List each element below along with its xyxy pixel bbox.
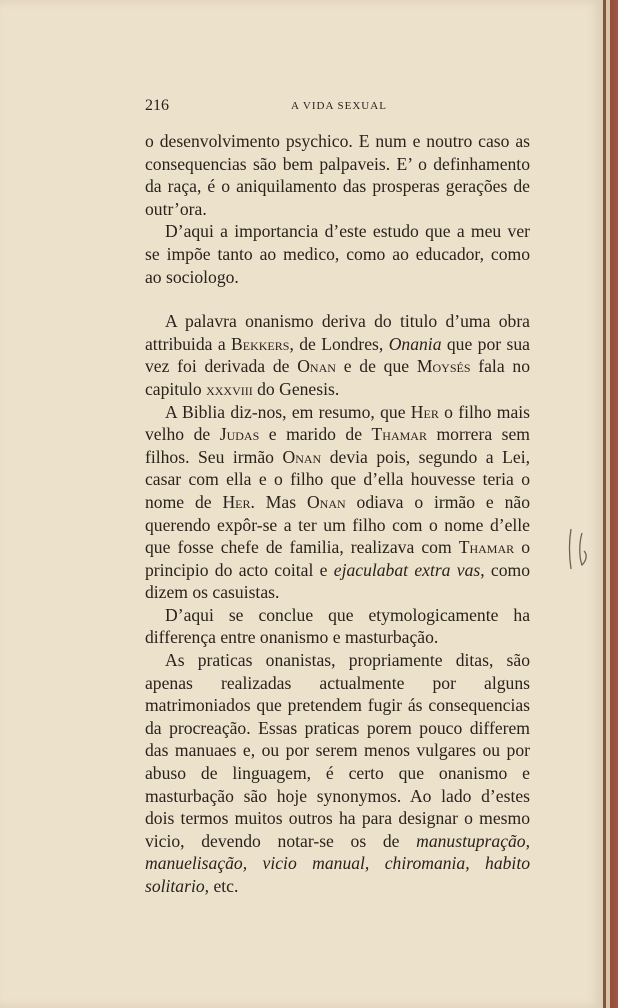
running-title: A VIDA SEXUAL xyxy=(291,100,387,112)
latin-phrase: ejaculabat extra vas xyxy=(333,559,481,580)
paragraph-5: D’aqui se conclue que etymologicamente ha differença entre onanismo e masturbação. xyxy=(145,604,530,648)
running-head xyxy=(145,97,530,119)
chapter-number: xxxviii xyxy=(206,378,253,399)
name-onan: Onan xyxy=(297,356,336,377)
name-her: Her xyxy=(410,401,439,422)
paragraph-6: As praticas onanistas, propriamente ditas, são apenas realizadas actualmente por alguns matrimoniados que pretendem fugir ás consequencias da procreação. Essas praticas porem pouco differem das manuaes e, ou por serem menos vulgares ou por abuso de linguagem, é certo que onanismo e masturbação são hoje synonymos. Ao lado d’estes dois termos muitos outros ha para designar o mesmo vicio, devendo notar-se os de manustupração, manuelisação, vicio manual, chiromania, habito solitario, etc. xyxy=(145,650,530,896)
title-onania: Onania xyxy=(388,333,442,354)
page-number: 216 xyxy=(145,97,169,114)
name-thamar: Thamar xyxy=(458,537,515,558)
name-moyses: Moysés xyxy=(416,356,471,377)
section-break xyxy=(145,288,530,310)
paragraph-2: D’aqui a importancia d’este estudo que a meu ver se impõe tanto ao medico, como ao educador, como ao sociologo. xyxy=(145,221,530,287)
name-judas: Judas xyxy=(219,424,260,445)
name-onan: Onan xyxy=(306,491,346,512)
book-binding-edge xyxy=(603,0,618,1008)
pencil-margin-mark xyxy=(562,521,592,581)
name-bekkers: Bekkers xyxy=(231,333,290,354)
page-edge-sheet xyxy=(606,0,610,1008)
name-her: Her xyxy=(222,491,251,512)
paragraph-1: o desenvolvimento psychico. E num e noutro caso as consequencias são bem palpaveis. E’ o definhamento da raça, é o aniquilamento das prosperas gerações de outr’ora. xyxy=(145,131,530,219)
paragraph-4: A Biblia diz-nos, em resumo, que Her o filho mais velho de Judas e marido de Thamar morrera sem filhos. Seu irmão Onan devia pois, segundo a Lei, casar com ella e o filho que d’ella houvesse teria o nome de Her. Mas Onan odiava o irmão e não querendo expôr-se a ter um filho com o nome d’elle que fosse chefe de familia, realizava com Thamar o principio do acto coital e ejaculabat extra vas, como dizem os casuistas. xyxy=(145,401,531,603)
body-text xyxy=(145,130,530,898)
paragraph-3: A palavra onanismo deriva do titulo d’uma obra attribuida a Bekkers, de Londres, Onania que por sua vez foi derivada de Onan e de que Moysés fala no capitulo xxxviii do Genesis. xyxy=(145,311,530,399)
name-onan: Onan xyxy=(282,446,322,467)
name-thamar: Thamar xyxy=(371,424,427,445)
synonym-terms: manustupração, manuelisação, vicio manual, chiromania, habito solitario, xyxy=(145,830,530,896)
